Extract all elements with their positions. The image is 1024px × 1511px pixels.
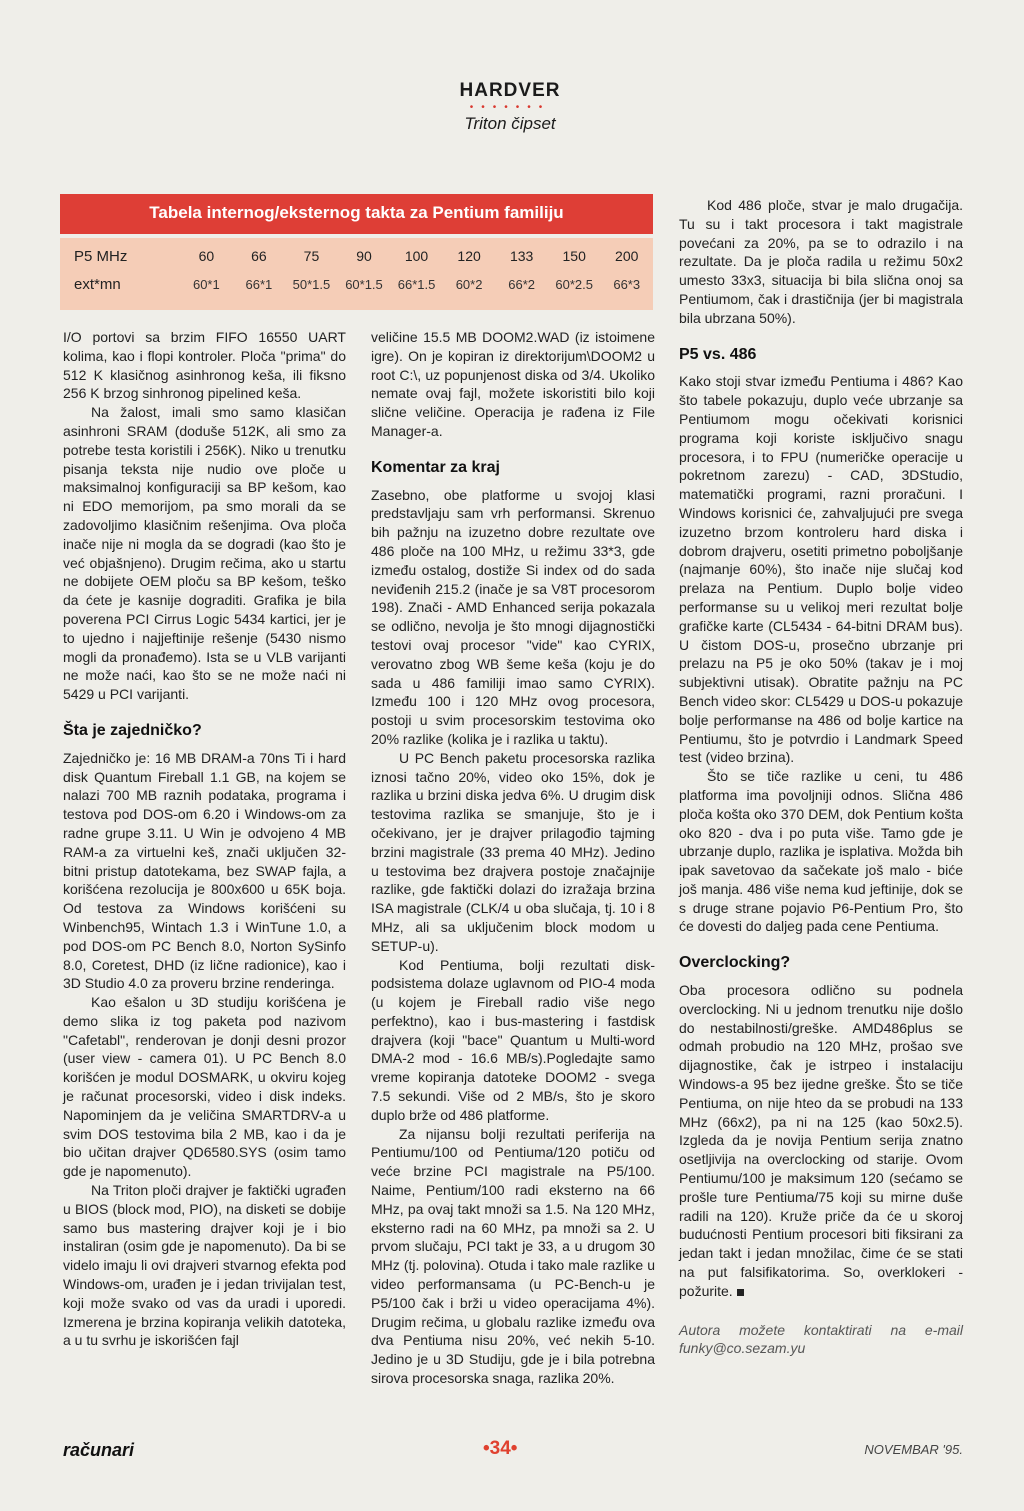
table-cell: 50*1.5 [292, 276, 331, 292]
table-title: Tabela internog/eksternog takta za Pentium familiju [60, 194, 653, 234]
paragraph-text: Oba procesora odlično su podnela overclocking. Ni u jednom trenutku nije došlo do nestabilnosti/greške. AMD486plus se odmah probudio na 120 MHz, prošao sve dijagnostike, čak je istrpeo i instalaciju Windows-a 95 bez ijedne greške. Što se tiče Pentiuma, on nije hteo da se probudi na 133 MHz (66x2), pa ni na 125 (kao 50x2.5). Izgleda da je novija Pentium serija znatno osetljivija na overclocking od starije. Ovom Pentiumu/100 je maksimum 120 (sećamo se prošle ture Pentiuma/75 koji su mirne duše radili na 120). Kruže priče da će u skorој budućnosti Pentium procesori biti fiksirani za jedan takt i jedan množilac, čime će se stati na put falsifikatorima. So, overklokeri - požurite. [679, 982, 963, 1299]
magazine-logo: računari [63, 1440, 135, 1460]
paragraph: Kod 486 ploče, stvar je malo drugačija. Tu su i takt procesora i takt magistrale povećani za 20%, pa se to odrazilo i na rezultate. Da je ploča radila u režimu 50x2 umesto 33x3, situacija bi bila slična onoj sa Pentiumom, čak i drastičnija (jer bi magistrala bila ubrzana 50%). [679, 197, 963, 326]
paragraph: I/O portovi sa brzim FIFO 16550 UART kolima, kao i flopi kontroler. Ploča "prima" do 512 K klasičnog asinhronog keša, ili fiksno 256 K brzog sinhronog pipelined keša. [63, 329, 346, 402]
paragraph: Što se tiče razlike u ceni, tu 486 platforma ima povoljniji odnos. Slična 486 ploča košta oko 370 DEM, dok Pentium košta oko 820 - dva i po puta više. Tamo gde je ubrzanje duplo, razlika je isplativa. Možda bih ipak savetovao da sačekate još malo - biće još manja. 486 više nema kud jeftinije, dok se s druge strane pojavio P6-Pentium Pro, što će dovesti do daljeg pada cene Pentiuma. [679, 768, 963, 935]
table-cell: 66*3 [613, 276, 641, 292]
text-column-3 [679, 196, 963, 1358]
page-number: •34• [483, 1438, 518, 1459]
table-cell: 75 [303, 248, 320, 264]
paragraph: Zasebno, obe platforme u svojoj klasi predstavljaju sam vrh performansi. Skrenuo bih pažnju na izuzetno dobre rezultate ove 486 ploče na 100 MHz, u režimu 33*3, gde između ostalog, dostiže Si index od do sada neviđenih 215.2 (inače je sa V8T procesorom 198). Znači - AMD Enhanced serija pokazala se odlično, nevolja je što mnogi dijagnostički testovi ovaj procesor "vide" kao CYRIX, verovatno zbog WB šeme keša (koju je do sada u 486 familiji imao samo CYRIX). Između 100 i 120 MHz ovog procesora, postoji u svim procesorskim testovima oko 20% razlike (kolika je i razlika u taktu). [371, 486, 655, 747]
table-cell: 133 [509, 248, 534, 264]
table-cell: 150 [562, 248, 586, 264]
paragraph: Za nijansu bolji rezultati periferija na Pentiumu/100 od Pentiuma/120 potiču od veće brzine PCI magistrale na P5/100. Naime, Pentium/100 radi eksterno na 66 MHz, pa ovaj takt množi sa 1.5. Na 120 MHz, eksterno radi na 60 MHz, pa množi sa 2. U prvom slučaju, PCI takt je 33, a u drugom 30 MHz (tj. polovina). Otuda i tako male razlike u video performansama (u PC-Bench-u je P5/100 čak i brži u video operacijama 4%). Drugim rečima, u globalu razlike između ova dva Pentiuma nisu 20%, već nekih 5-10. Jedino je u 3D Studiju, gde je i bila potrebna sirova procesorska snaga, razlika 20%. [371, 1125, 655, 1387]
table-row-mhz [60, 242, 653, 270]
section-name: HARDVER [459, 80, 561, 101]
clock-table [60, 194, 653, 308]
paragraph: Na žalost, imali smo samo klasičan asinhroni SRAM (doduše 512K, ali smo za potrebe testa koristili i 256K). Niko u trenutku pisanja teksta nije nudio ove ploče u maksimalnoj konfiguraciji sa BP kešom, kao ni EDO memorijom, pa smo morali da se zadovoljimo klasičnim rešenjima. Ova ploča inače nije ni mogla da se dogradi (kao što je već objašnjeno). Drugim rečima, ako u startu ne dobijete OEM ploču sa BP kešom, teško da ćete je kasnije dograditi. Grafika je bila poverena PCI Cirrus Logic 5434 kartici, jer je to ujedno i najjeftinije rešenje (5430 nismo mogli da pronađemo). Ista se u VLB varijanti ne može naći, kao što se ne može naći ni 5429 u PCI varijanti. [63, 404, 346, 703]
paragraph: Kao ešalon u 3D studiju korišćena je demo slika iz tog paketa pod nazivom "Cafetabl", renderovan je donji desni prozor (user view - camera 01). U PC Bench 8.0 korišćen je modul DOSMARK, u okviru kojeg je računat procesorski, video i disk indeks. Napominjem da je veličina SMARTDRV-a u svim DOS testovima bila 2 MB, kao i da je bio učitan drajver QD6580.SYS (osim tamo gde je napomenuto). [63, 994, 346, 1180]
text-column-2 [371, 328, 655, 1388]
paragraph: Zajedničko je: 16 MB DRAM-a 70ns Ti i hard disk Quantum Fireball 1.1 GB, na kojem se nalazi 700 MB raznih podataka, programa i testova pod DOS-om 6.20 i Windows-om za radne grupe 3.11. U Win je odvojeno 4 MB RAM-a za virtuelni keš, znači uključen 32-bitni pristup datotekama, bez SWAP fajla, a korišćena rezolucija je 800x600 u 65K boja. Od testova za Windows korišćeni su Winbench95, Wintach 1.3 i WinTune 1.0, a pod DOS-om PC Bench 8.0, Norton SySinfo 8.0, Coretest, DHD (iz lične radionice), kao i 3D Studio 4.0 za proveru brzine renderinga. [63, 749, 346, 992]
subheading: Šta je zajedničko? [63, 721, 202, 739]
table-cell: 90 [356, 248, 372, 264]
table-cell: 66*1.5 [397, 276, 436, 292]
paragraph: Na Triton ploči drajver je faktički ugrađen u BIOS (block mod, PIO), na disketi se dobije samo bus mastering drajver koji je i bio instaliran (osim gde je napomenuto). Da bi se videlo imaju li ovi drajveri stvarnog efekta pod Windows-om, urađen je i jedan trivijalan test, koji može svako od vas da uradi i uporedi. Izmerena je brzina kopiranja velikih datoteka, a u tu svrhu je iskorišćen fajl [63, 1182, 346, 1349]
section-header [380, 80, 640, 134]
paragraph: U PC Bench paketu procesorska razlika iznosi tačno 20%, video oko 15%, dok je razlika u brzini diska jedva 6%. U drugim disk testovima razlika se smanjuje, što je i očekivano, jer je drajver prilagođio tajming brzini magistrale (33 prema 40 MHz). Jedino u testovima bez drajvera postoje značajnije razlike, gde faktički dolazi do izražaja brzina ISA magistrale (CLK/4 u oba slučaja, tj. 10 i 8 MHz, ali sa uključenim block modom u SETUP-u). [371, 749, 655, 954]
table-cell: 66*2 [508, 276, 535, 292]
table-cell: 60*2.5 [555, 276, 593, 292]
subheading: P5 vs. 486 [679, 345, 757, 363]
page-footer [63, 1438, 963, 1468]
table-cell: 120 [457, 248, 481, 264]
table-cell: 66 [251, 248, 267, 264]
row-label: P5 MHz [74, 247, 128, 265]
table-row-multiplier [60, 270, 653, 298]
issue-date: NOVEMBAR '95. [864, 1442, 963, 1457]
table-cell: 60*1 [192, 276, 220, 292]
row-label: ext*mn [74, 275, 121, 293]
article-title: Triton čipset [464, 114, 556, 133]
author-contact: Autora možete kontaktirati na e-mail funky@co.sezam.yu [679, 1321, 963, 1357]
end-of-article-icon [737, 1289, 744, 1296]
paragraph: Kako stoji stvar između Pentiuma i 486? Kao što tabele pokazuju, duplo veće ubrzanje sa Pentiumom mogu očekivati korisnici programa koji koriste isključivo snagu procesora, i to FPU (numeričke operacije u pokretnom zarezu) - CAD, 3DStudio, matematički programi, razni proračuni. I Windows korisnici će, zahvaljujući pre svega izuzetno brzom kontroleru hard diska i dobrom drajveru, osetiti primetno poboljšanje (najmanje 60%), što inače nije slučaj kod prelaza na Pentium. Duplo bolje video performanse su u velikoj meri rezultat bolje grafičke karte (CL5434 - 64-bitni DRAM bus). U čistom DOS-u, prosečno ubrzanje pri prelazu na P5 je oko 50% (takav je i moj subjektivni utisak). Obratite pažnju na PC Bench video skor: CL5429 u DOS-u pokazuje bolje performanse na 486 od bolje kartice na Pentiumu, što je potvrdio i Landmark Speed test (video brzina). [679, 373, 963, 766]
table-cell: 60*2 [455, 276, 483, 292]
table-cell: 60*1.5 [345, 276, 383, 292]
paragraph: Kod Pentiuma, bolji rezultati disk-podsistema dolaze uglavnom od PIO-4 moda (u kojem je Fireball radio više nego perfektno), kao i bus-mastering i fastdisk drajvera (koji "bace" Quantum u Multi-word DMA-2 mod - 16.6 MB/s).Pogledajte samo vreme kopiranja datoteke DOOM2 - svega 7.5 sekundi. Više od 2 MB/s, što je skoro duplo brže od 486 platforme. [371, 956, 655, 1123]
table-body [60, 238, 653, 310]
paragraph [679, 981, 963, 1301]
paragraph: veličine 15.5 MB DOOM2.WAD (iz istoimene igre). On je kopiran iz direktorijum\DOOM2 u root C:\, uz popunjenost diska od 3/4. Ukoliko nemate ovaj fajl, možete iskoristiti bilo koji slične veličine. Operacija je rađena iz File Manager-a. [371, 329, 655, 439]
subheading: Overclocking? [679, 954, 791, 972]
subheading: Komentar za kraj [371, 458, 500, 476]
table-cell: 200 [615, 248, 639, 264]
table-cell: 60 [198, 248, 215, 264]
table-cell: 100 [404, 248, 429, 264]
text-column-1 [63, 328, 346, 1350]
table-cell: 66*1 [245, 276, 273, 292]
decorative-dots: ••••••• [469, 102, 551, 113]
